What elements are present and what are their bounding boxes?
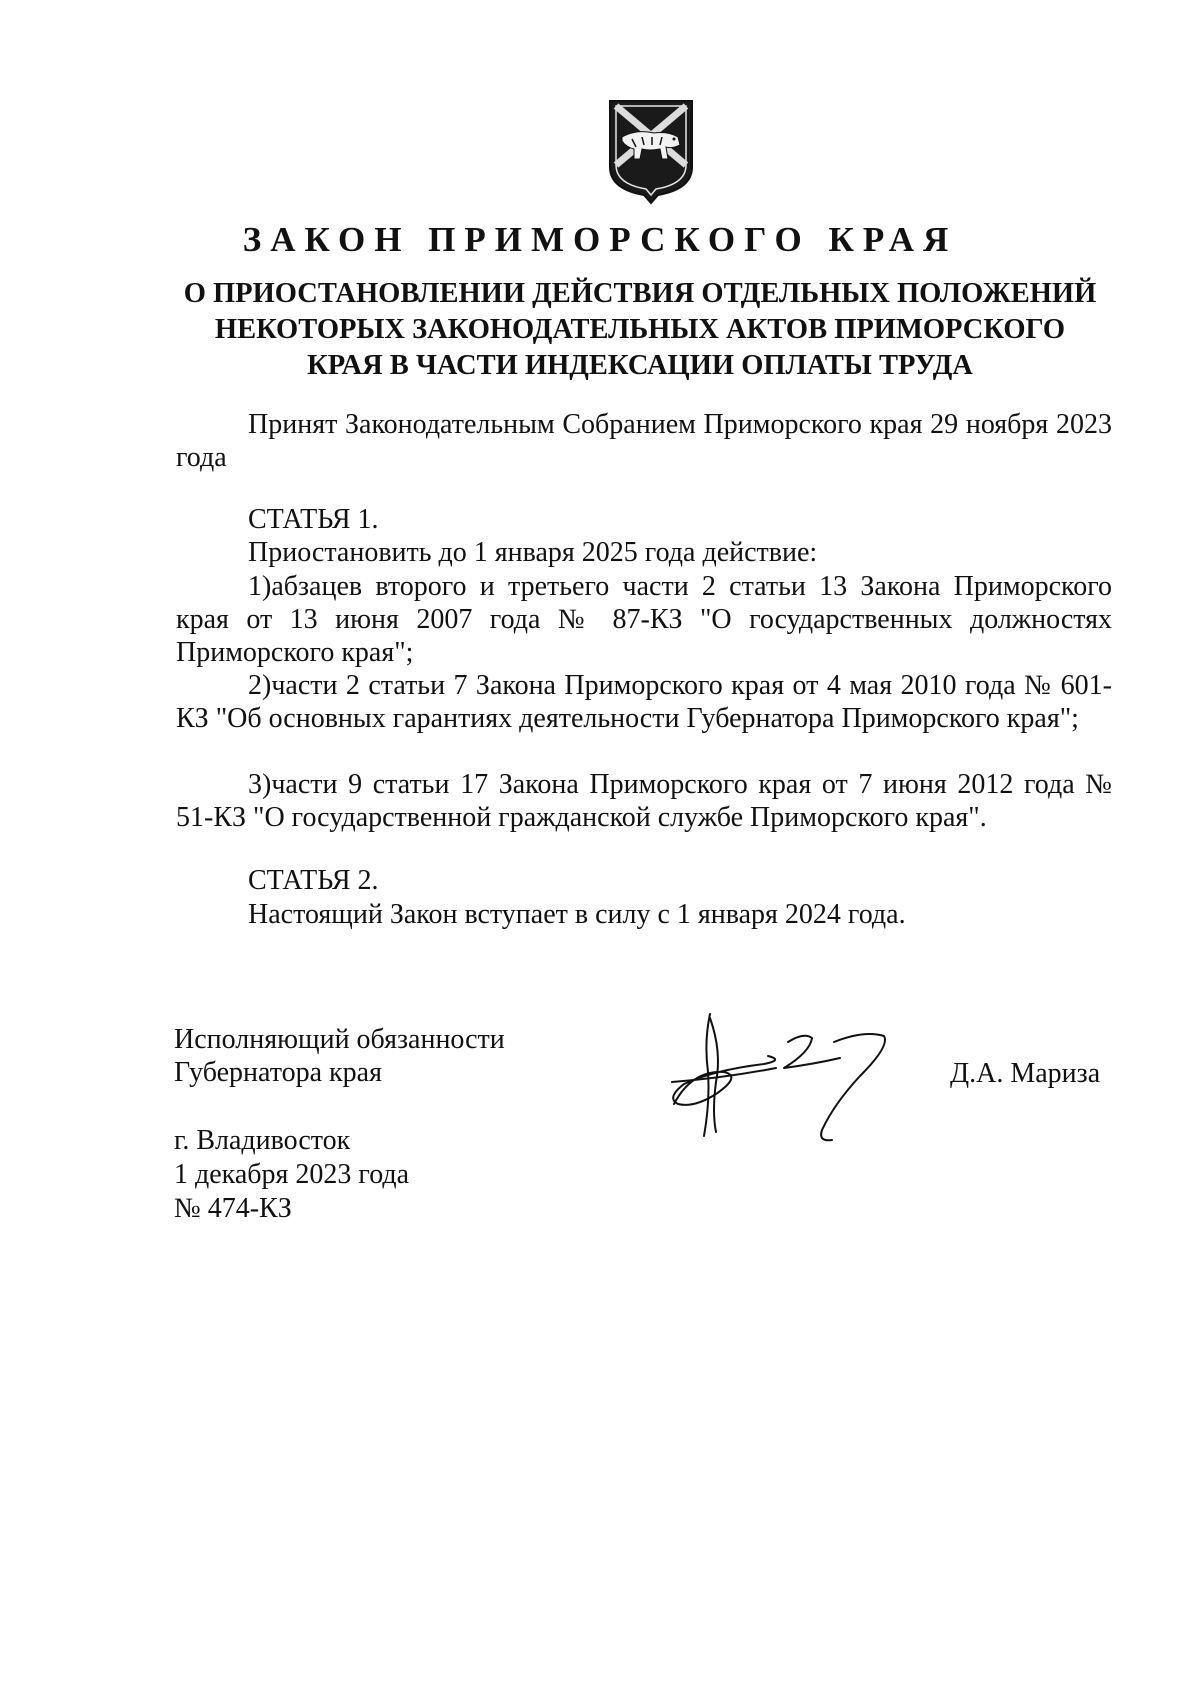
subtitle-line: НЕКОТОРЫХ ЗАКОНОДАТЕЛЬНЫХ АКТОВ ПРИМОРСКОГО xyxy=(214,314,1066,345)
article-2-text: Настоящий Закон вступает в силу с 1 января 2024 года. xyxy=(248,899,906,930)
subtitle-line: КРАЯ В ЧАСТИ ИНДЕКСАЦИИ ОПЛАТЫ ТРУДА xyxy=(307,350,973,381)
law-subtitle xyxy=(160,276,1120,384)
signatory-role-line: Губернатора края xyxy=(174,1057,382,1088)
article-1-item: 1)абзацев второго и третьего части 2 статьи 13 Закона Приморского края от 13 июня 2007 года № 87-КЗ "О государственных должностях Приморского края"; xyxy=(176,571,1112,668)
city: г. Владивосток xyxy=(174,1125,351,1156)
signatory-role-line: Исполняющий обязанности xyxy=(174,1024,505,1055)
article-2-heading: СТАТЬЯ 2. xyxy=(248,865,379,896)
signing-date: 1 декабря 2023 года xyxy=(174,1159,410,1190)
handwritten-signature xyxy=(664,1012,924,1152)
signatory-name: Д.А. Мариза xyxy=(950,1058,1101,1089)
coat-of-arms-emblem xyxy=(606,97,696,205)
law-title: ЗАКОН ПРИМОРСКОГО КРАЯ xyxy=(242,220,958,259)
subtitle-line: О ПРИОСТАНОВЛЕНИИ ДЕЙСТВИЯ ОТДЕЛЬНЫХ ПОЛОЖЕНИЙ xyxy=(183,278,1097,309)
article-1-heading: СТАТЬЯ 1. xyxy=(248,504,379,535)
article-1-lead: Приостановить до 1 января 2025 года действие: xyxy=(248,537,818,568)
adoption-note: Принят Законодательным Собранием Приморского края 29 ноября 2023 года xyxy=(176,409,1112,473)
signatory-role xyxy=(174,1023,505,1089)
law-number: № 474-КЗ xyxy=(174,1193,292,1224)
article-1-item: 3)части 9 статьи 17 Закона Приморского края от 7 июня 2012 года № 51-КЗ "О государственной гражданской службе Приморского края". xyxy=(176,769,1112,833)
place-date-number xyxy=(174,1124,409,1226)
article-1-item: 2)части 2 статьи 7 Закона Приморского края от 4 мая 2010 года № 601-КЗ "Об основных гарантиях деятельности Губернатора Приморского края"; xyxy=(176,670,1112,734)
